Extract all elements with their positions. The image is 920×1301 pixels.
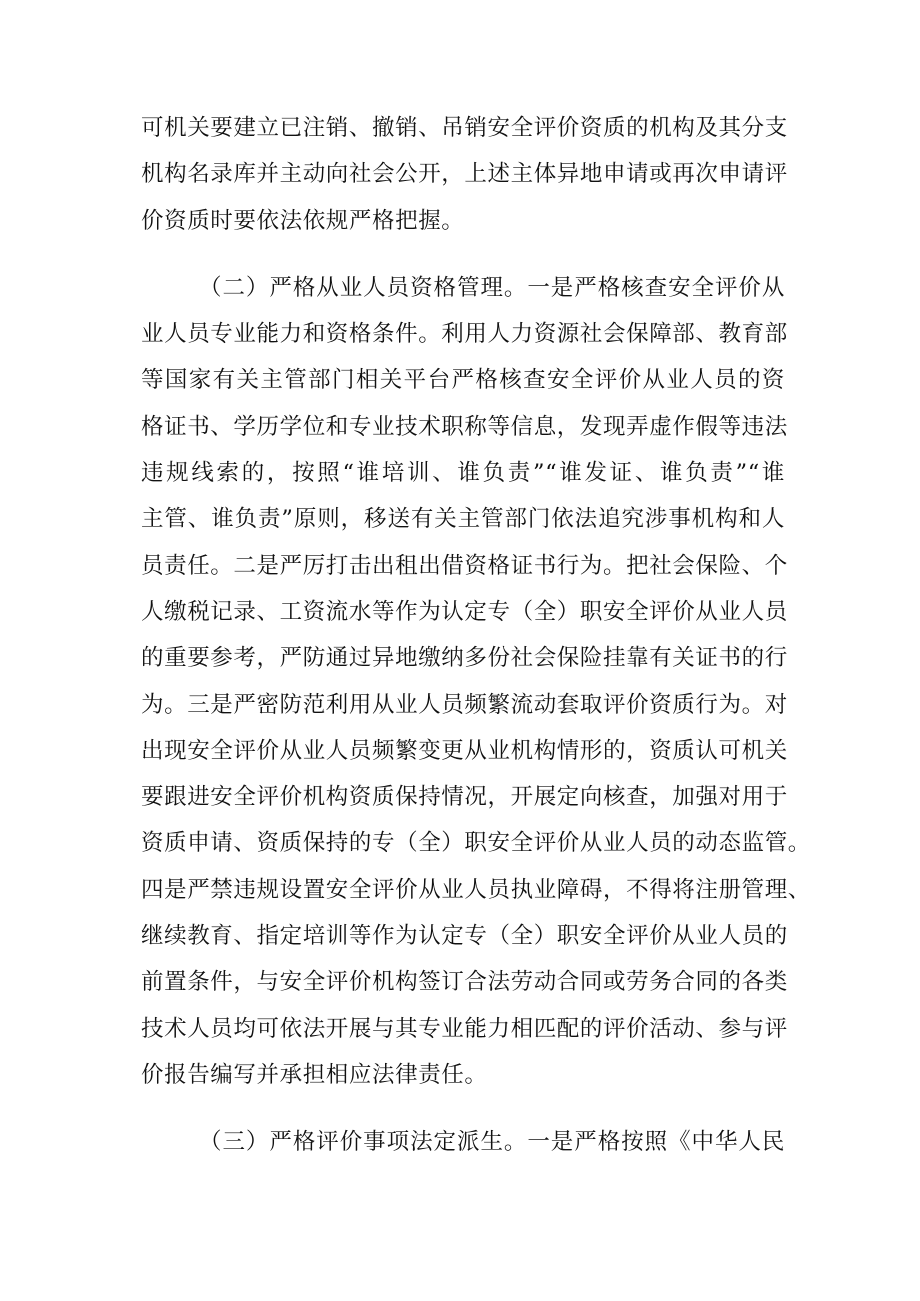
paragraph-spacer — [141, 244, 785, 265]
text-line: 可机关要建立已注销、撤销、吊销安全评价资质的机构及其分支 — [141, 115, 788, 141]
text-line: 出现安全评价从业人员频繁变更从业机构情形的，资质认可机关 — [141, 737, 788, 764]
paragraph-section-2 — [141, 265, 811, 1098]
text-line: 主管、谁负责”原则，移送有关主管部门依法追究涉事机构和人 — [141, 506, 785, 533]
text-line: 员责任。二是严厉打击出租出借资格证书行为。把社会保险、个 — [141, 552, 788, 579]
text-line: 人缴税记录、工资流水等作为认定专（全）职安全评价从业人员 — [141, 598, 788, 625]
text-line: 机构名录库并主动向社会公开，上述主体异地申请或再次申请评 — [141, 161, 788, 188]
document-body — [141, 105, 811, 1166]
text-line: 格证书、学历学位和专业技术职称等信息，发现弄虚作假等违法 — [141, 413, 788, 440]
section-heading-line: （二）严格从业人员资格管理。一是严格核查安全评价从 — [199, 274, 785, 301]
paragraph-section-3 — [141, 1119, 785, 1165]
text-line: 价报告编写并承担相应法律责任。 — [141, 1061, 488, 1088]
text-line: 资质申请、资质保持的专（全）职安全评价从业人员的动态监管。 — [141, 830, 811, 857]
section-heading-line: （三）严格评价事项法定派生。一是严格按照《中华人民 — [199, 1129, 785, 1156]
text-line: 价资质时要依法依规严格把握。 — [141, 207, 465, 234]
paragraph-continuation — [141, 105, 788, 244]
paragraph-spacer — [141, 1098, 785, 1119]
text-line: 业人员专业能力和资格条件。利用人力资源社会保障部、教育部 — [141, 321, 788, 348]
text-line: 前置条件，与安全评价机构签订合法劳动合同或劳务合同的各类 — [141, 969, 788, 996]
text-line: 的重要参考，严防通过异地缴纳多份社会保险挂靠有关证书的行 — [141, 645, 788, 672]
text-line: 要跟进安全评价机构资质保持情况，开展定向核查，加强对用于 — [141, 784, 788, 811]
text-line: 违规线索的，按照“谁培训、谁负责”“谁发证、谁负责”“谁 — [141, 460, 785, 487]
text-line: 为。三是严密防范利用从业人员频繁流动套取评价资质行为。对 — [141, 691, 788, 718]
text-line: 技术人员均可依法开展与其专业能力相匹配的评价活动、参与评 — [141, 1015, 788, 1042]
text-line: 四是严禁违规设置安全评价从业人员执业障碍，不得将注册管理、 — [141, 876, 811, 903]
text-line: 继续教育、指定培训等作为认定专（全）职安全评价从业人员的 — [141, 923, 788, 950]
text-line: 等国家有关主管部门相关平台严格核查安全评价从业人员的资 — [141, 367, 785, 394]
